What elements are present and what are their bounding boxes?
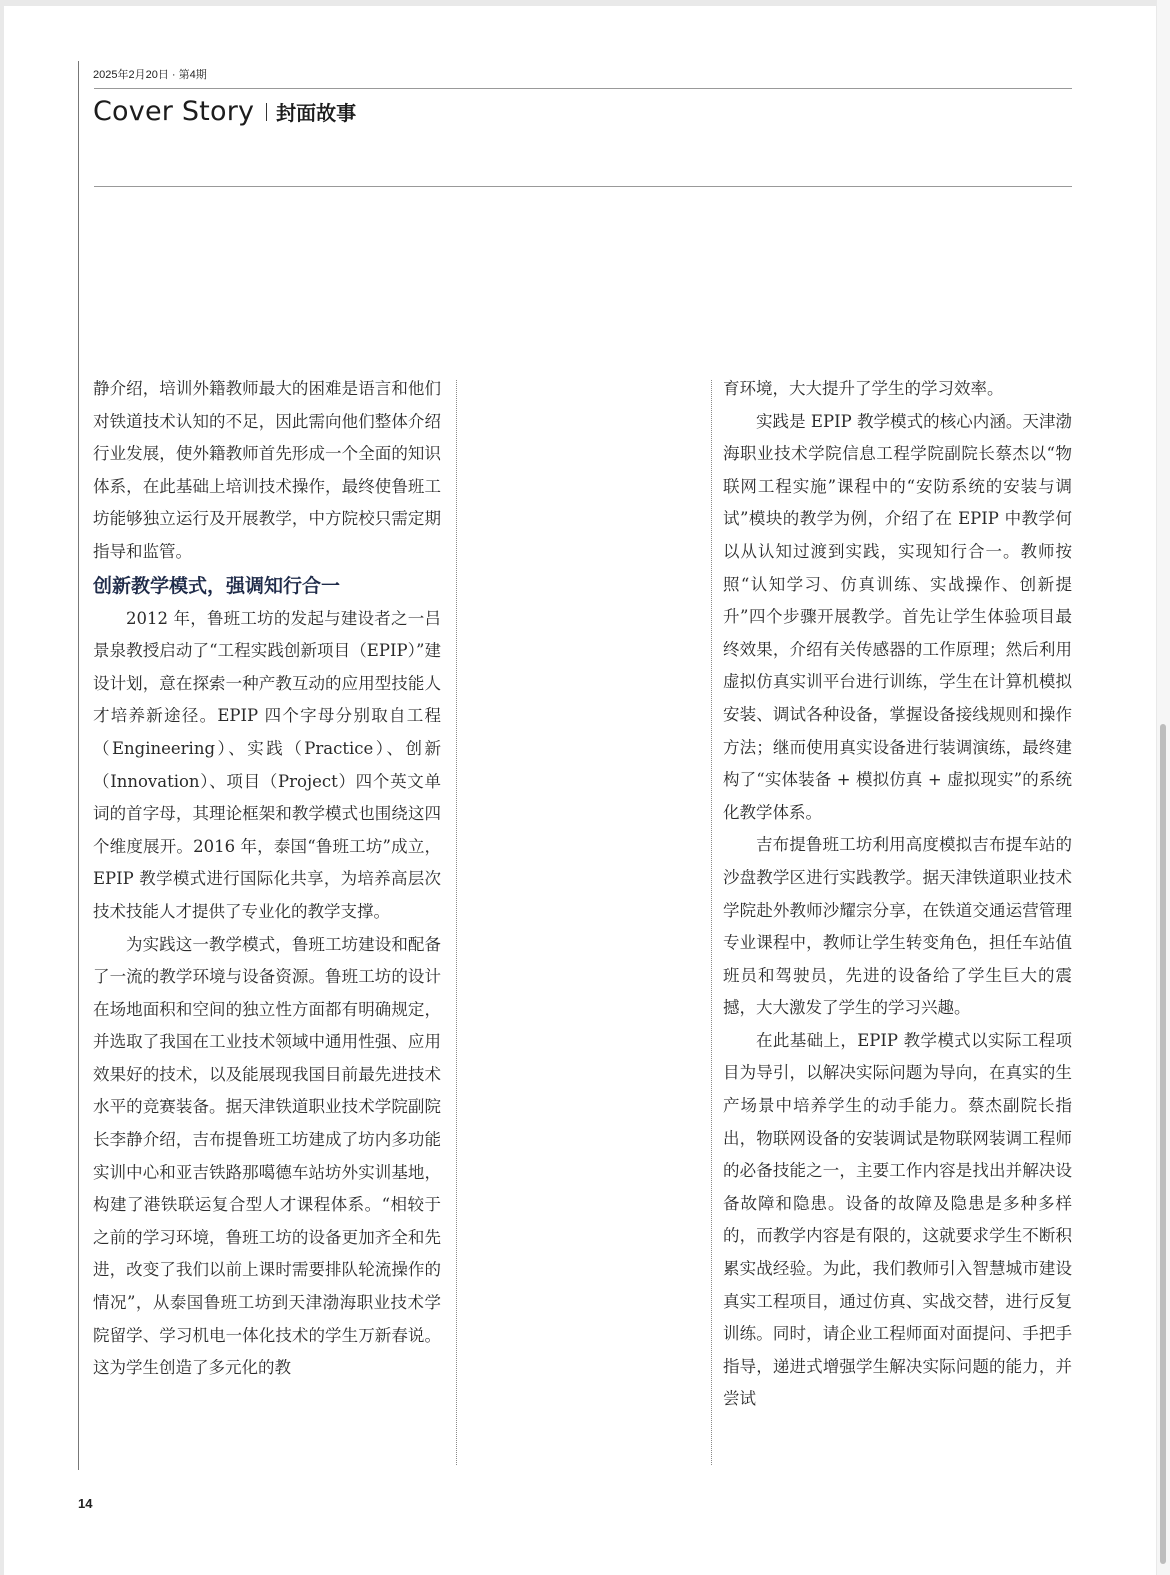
column-divider-left [456, 380, 457, 1465]
vertical-scrollbar[interactable] [1157, 0, 1170, 1575]
article-column-right [723, 373, 1072, 1473]
header-divider [94, 88, 1072, 89]
issue-date: 2025年2月20日 · 第4期 [93, 69, 207, 81]
paragraph: 为实践这一教学模式，鲁班工坊建设和配备了一流的教学环境与设备资源。鲁班工坊的设计在场地面积和空间的独立性方面都有明确规定，并选取了我国在工业技术领域中通用性强、应用效果好的技术，以及能展现我国目前最先进技术水平的竞赛装备。据天津铁道职业技术学院副院长李静介绍，吉布提鲁班工坊建成了坊内多功能实训中心和亚吉铁路那噶德车站坊外实训基地，构建了港铁联运复合型人才课程体系。“相较于之前的学习环境，鲁班工坊的设备更加齐全和先进，改变了我们以前上课时需要排队轮流操作的情况”，从泰国鲁班工坊到天津渤海职业技术学院留学、学习机电一体化技术的学生万新春说。这为学生创造了多元化的教 [93, 934, 441, 1378]
section-title-en: Cover Story [93, 96, 255, 127]
page-number: 14 [78, 1496, 93, 1511]
paragraph: 育环境，大大提升了学生的学习效率。 [723, 379, 1004, 398]
paragraph: 2012 年，鲁班工坊的发起与建设者之一吕景泉教授启动了“工程实践创新项目（EPIP）”建设计划，意在探索一种产教互动的应用型技能人才培养新途径。EPIP 四个字母分别取自工程（Engineering）、实践（Practice）、创新（Innovation）、项目（Project）四个英文单词的首字母，其理论框架和教学模式也围绕这四个维度展开。2016 年，泰国“鲁班工坊”成立，EPIP 教学模式进行国际化共享，为培养高层次技术技能人才提供了专业化的教学支撑。 [93, 608, 441, 921]
image-area-divider [94, 186, 1072, 187]
scrollbar-thumb[interactable] [1160, 724, 1166, 1564]
paragraph: 吉布提鲁班工坊利用高度模拟吉布提车站的沙盘教学区进行实践教学。据天津铁道职业技术学院赴外教师沙耀宗分享，在铁道交通运营管理专业课程中，教师让学生转变角色，担任车站值班员和驾驶员，先进的设备给了学生巨大的震撼，大大激发了学生的学习兴趣。 [723, 835, 1072, 1018]
title-separator [266, 103, 267, 121]
section-title-zh: 封面故事 [276, 101, 357, 125]
section-title [93, 96, 356, 127]
paragraph: 静介绍，培训外籍教师最大的困难是语言和他们对铁道技术认知的不足，因此需向他们整体介绍行业发展，使外籍教师首先形成一个全面的知识体系，在此基础上培训技术操作，最终使鲁班工坊能够独立运行及开展教学，中方院校只需定期指导和监管。 [93, 379, 441, 561]
paragraph: 实践是 EPIP 教学模式的核心内涵。天津渤海职业技术学院信息工程学院副院长蔡杰以“物联网工程实施”课程中的“安防系统的安装与调试”模块的教学为例，介绍了在 EPIP 中教学何以从认知过渡到实践，实现知行合一。教师按照“认知学习、仿真训练、实战操作、创新提升”四个步骤开展教学。首先让学生体验项目最终效果，介绍有关传感器的工作原理；然后利用虚拟仿真实训平台进行训练，学生在计算机模拟安装、调试各种设备，掌握设备接线规则和操作方法；继而使用真实设备进行装调演练，最终建构了“实体装备 + 模拟仿真 + 虚拟现实”的系统化教学体系。 [723, 411, 1072, 822]
magazine-page [4, 6, 1156, 1575]
paragraph: 在此基础上，EPIP 教学模式以实际工程项目为导引，以解决实际问题为导向，在真实的生产场景中培养学生的动手能力。蔡杰副院长指出，物联网设备的安装调试是物联网装调工程师的必备技能之一，主要工作内容是找出并解决设备故障和隐患。设备的故障及隐患是多种多样的，而教学内容是有限的，这就要求学生不断积累实战经验。为此，我们教师引入智慧城市建设真实工程项目，通过仿真、实战交替，进行反复训练。同时，请企业工程师面对面提问、手把手指导，递进式增强学生解决实际问题的能力，并尝试 [723, 1030, 1072, 1409]
article-column-left [93, 373, 441, 1473]
article-subheading: 创新教学模式，强调知行合一 [93, 574, 341, 597]
column-divider-right [711, 380, 712, 1465]
page-margin-rule [78, 61, 79, 1470]
